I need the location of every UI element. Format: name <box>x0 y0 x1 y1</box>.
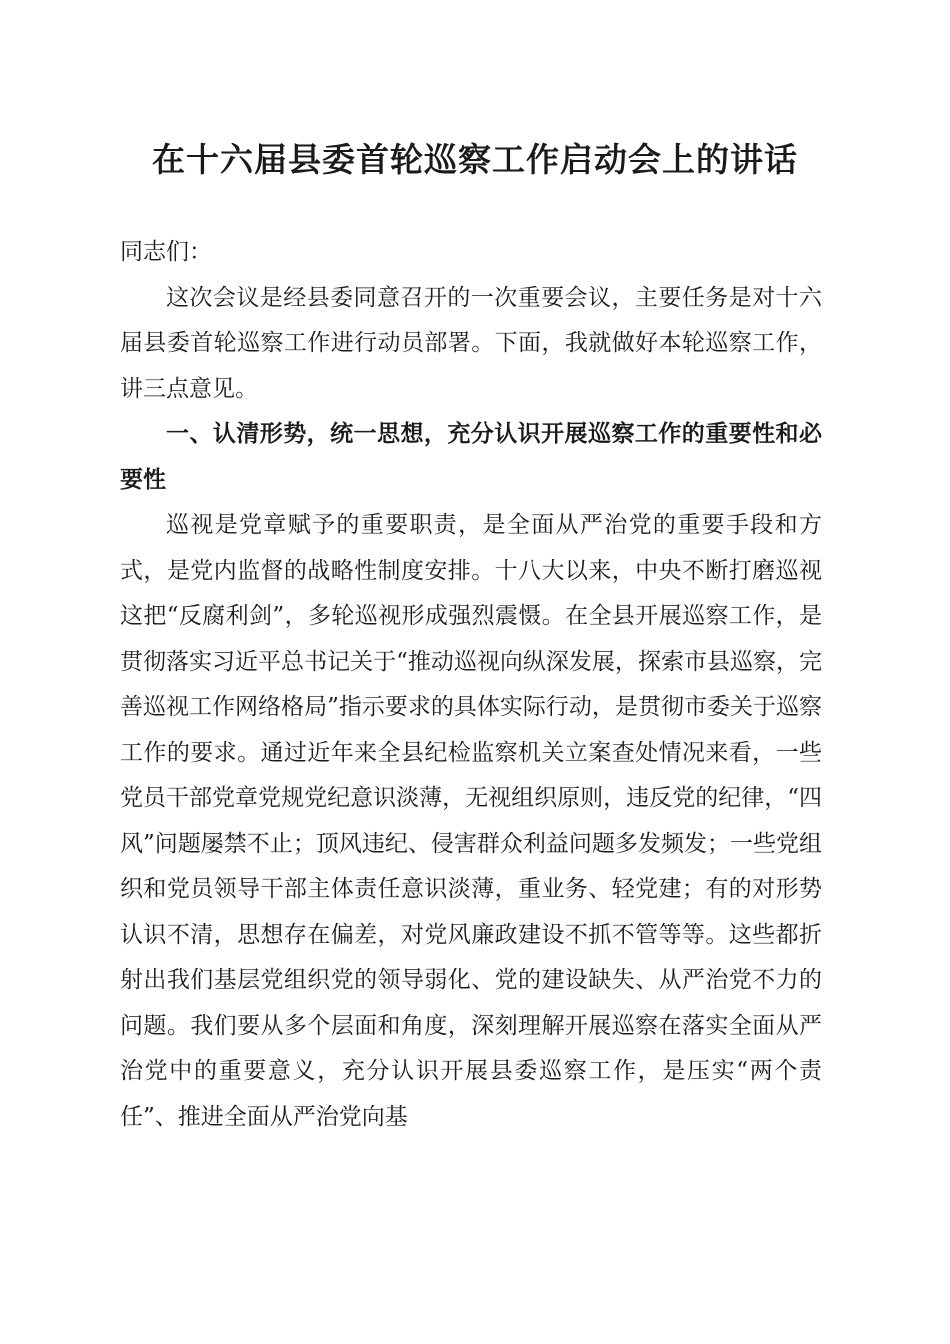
document-body <box>120 230 822 1140</box>
document-title: 在十六届县委首轮巡察工作启动会上的讲话 <box>152 140 798 179</box>
section-1-heading: 一、认清形势，统一思想，充分认识开展巡察工作的重要性和必要性 <box>120 421 822 493</box>
intro-paragraph: 这次会议是经县委同意召开的一次重要会议，主要任务是对十六届县委首轮巡察工作进行动员部署。下面，我就做好本轮巡察工作，讲三点意见。 <box>120 284 822 402</box>
salutation: 同志们： <box>120 239 212 265</box>
section-1-paragraph: 巡视是党章赋予的重要职责，是全面从严治党的重要手段和方式，是党内监督的战略性制度安排。十八大以来，中央不断打磨巡视这把“反腐利剑”，多轮巡视形成强烈震慑。在全县开展巡察工作，是贯彻落实习近平总书记关于“推动巡视向纵深发展，探索市县巡察，完善巡视工作网络格局”指示要求的具体实际行动，是贯彻市委关于巡察工作的要求。通过近年来全县纪检监察机关立案查处情况来看，一些党员干部党章党规党纪意识淡薄，无视组织原则，违反党的纪律，“四风”问题屡禁不止；顶风违纪、侵害群众利益问题多发频发；一些党组织和党员领导干部主体责任意识淡薄，重业务、轻党建；有的对形势认识不清，思想存在偏差，对党风廉政建设不抓不管等等。这些都折射出我们基层党组织党的领导弱化、党的建设缺失、从严治党不力的问题。我们要从多个层面和角度，深刻理解开展巡察在落实全面从严治党中的重要意义，充分认识开展县委巡察工作，是压实“两个责任”、推进全面从严治党向基 <box>120 512 822 1130</box>
